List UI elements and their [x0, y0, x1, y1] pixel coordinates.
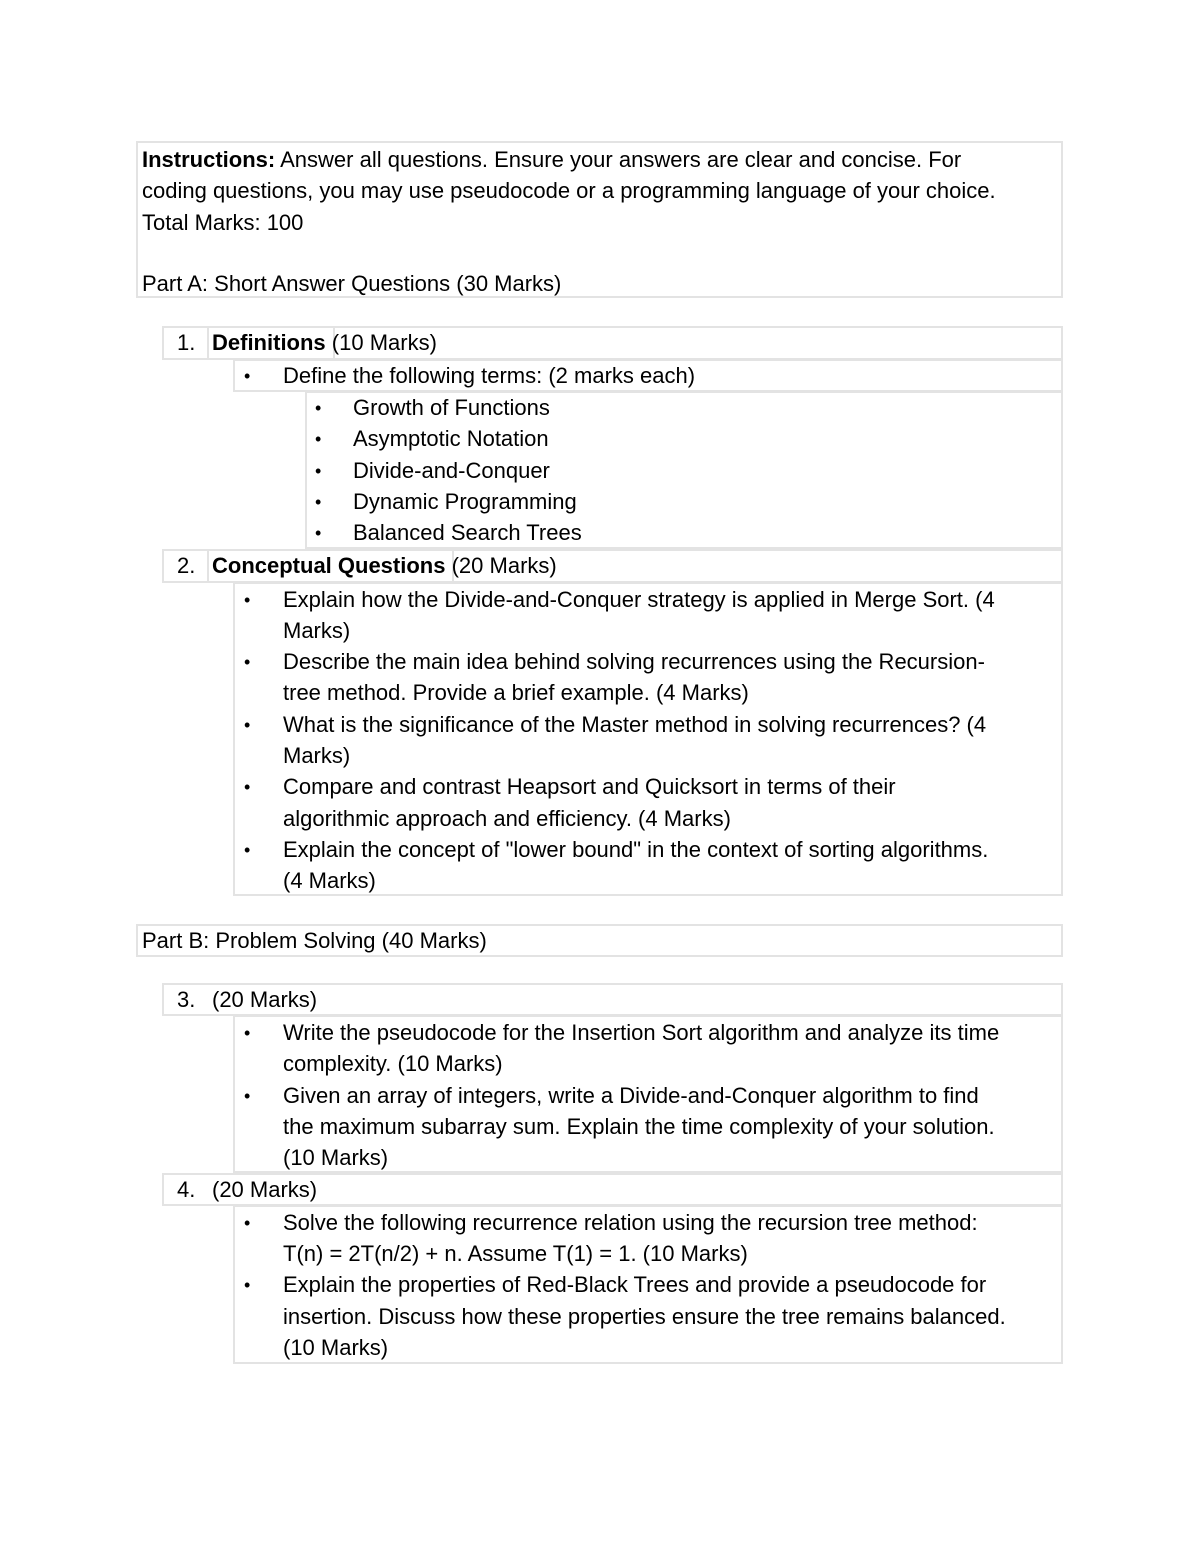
q2-number: 2.: [177, 553, 196, 578]
bullet-icon: •: [315, 523, 322, 543]
q2-item-line: Marks): [283, 618, 351, 643]
q3-number: 3.: [177, 987, 196, 1012]
q1-lead: Define the following terms: (2 marks each): [283, 363, 696, 388]
bullet-icon: •: [244, 777, 251, 797]
q4-item-line: T(n) = 2T(n/2) + n. Assume T(1) = 1. (10 Marks): [283, 1241, 748, 1266]
part-b-heading: Part B: Problem Solving (40 Marks): [142, 928, 487, 953]
q4-marks: (20 Marks): [212, 1177, 318, 1202]
q3-item-line: Write the pseudocode for the Insertion Sort algorithm and analyze its time: [283, 1020, 1000, 1045]
total-marks: Total Marks: 100: [142, 210, 304, 235]
q2-item-line: Marks): [283, 743, 351, 768]
q4-item-line: insertion. Discuss how these properties ensure the tree remains balanced.: [283, 1304, 1006, 1329]
q1-title-line: [212, 327, 437, 358]
bullet-icon: •: [244, 590, 251, 610]
q4-item-line: Explain the properties of Red-Black Trees and provide a pseudocode for: [283, 1272, 987, 1297]
q1-term: Divide-and-Conquer: [353, 458, 550, 483]
q1-term: Dynamic Programming: [353, 489, 577, 514]
q3-item-line: complexity. (10 Marks): [283, 1051, 503, 1076]
q2-title-line: [212, 550, 557, 581]
q2-item-line: Explain the concept of "lower bound" in the context of sorting algorithms.: [283, 837, 989, 862]
q1-term: Growth of Functions: [353, 395, 550, 420]
q4-item-line: (10 Marks): [283, 1335, 389, 1360]
q2-item-line: (4 Marks): [283, 868, 376, 893]
bullet-icon: •: [244, 1086, 251, 1106]
q2-item-line: tree method. Provide a brief example. (4 Marks): [283, 680, 749, 705]
q2-title: Conceptual Questions: [212, 553, 446, 578]
q2-item-line: Explain how the Divide-and-Conquer strategy is applied in Merge Sort. (4: [283, 587, 995, 612]
instructions-line-1: [142, 144, 961, 175]
q1-marks: (10 Marks): [325, 330, 437, 355]
q1-term: Asymptotic Notation: [353, 426, 549, 451]
bullet-icon: •: [315, 461, 322, 481]
part-a-heading: Part A: Short Answer Questions (30 Marks): [142, 271, 562, 296]
instructions-line-2: coding questions, you may use pseudocode or a programming language of your choice.: [142, 178, 996, 203]
q2-item-line: What is the significance of the Master method in solving recurrences? (4: [283, 712, 987, 737]
bullet-icon: •: [315, 429, 322, 449]
q2-item-line: algorithmic approach and efficiency. (4 Marks): [283, 806, 731, 831]
q4-item-line: Solve the following recurrence relation using the recursion tree method:: [283, 1210, 978, 1235]
bullet-icon: •: [315, 398, 322, 418]
bullet-icon: •: [244, 1213, 251, 1233]
instructions-label: Instructions:: [142, 147, 276, 172]
q4-number: 4.: [177, 1177, 196, 1202]
q1-number: 1.: [177, 330, 196, 355]
q3-item-line: Given an array of integers, write a Divide-and-Conquer algorithm to find: [283, 1083, 979, 1108]
bullet-icon: •: [244, 715, 251, 735]
q3-item-line: (10 Marks): [283, 1145, 389, 1170]
q2-item-line: Compare and contrast Heapsort and Quicksort in terms of their: [283, 774, 896, 799]
q1-term: Balanced Search Trees: [353, 520, 582, 545]
bullet-icon: •: [244, 1275, 251, 1295]
bullet-icon: •: [244, 840, 251, 860]
bullet-icon: •: [315, 492, 322, 512]
bullet-icon: •: [244, 366, 251, 386]
q2-item-line: Describe the main idea behind solving recurrences using the Recursion-: [283, 649, 985, 674]
bullet-icon: •: [244, 652, 251, 672]
q2-marks: (20 Marks): [445, 553, 557, 578]
q3-marks: (20 Marks): [212, 987, 318, 1012]
bullet-icon: •: [244, 1023, 251, 1043]
q3-item-line: the maximum subarray sum. Explain the time complexity of your solution.: [283, 1114, 995, 1139]
instructions-text: Answer all questions. Ensure your answers are clear and concise. For: [275, 147, 962, 172]
q1-title: Definitions: [212, 330, 326, 355]
